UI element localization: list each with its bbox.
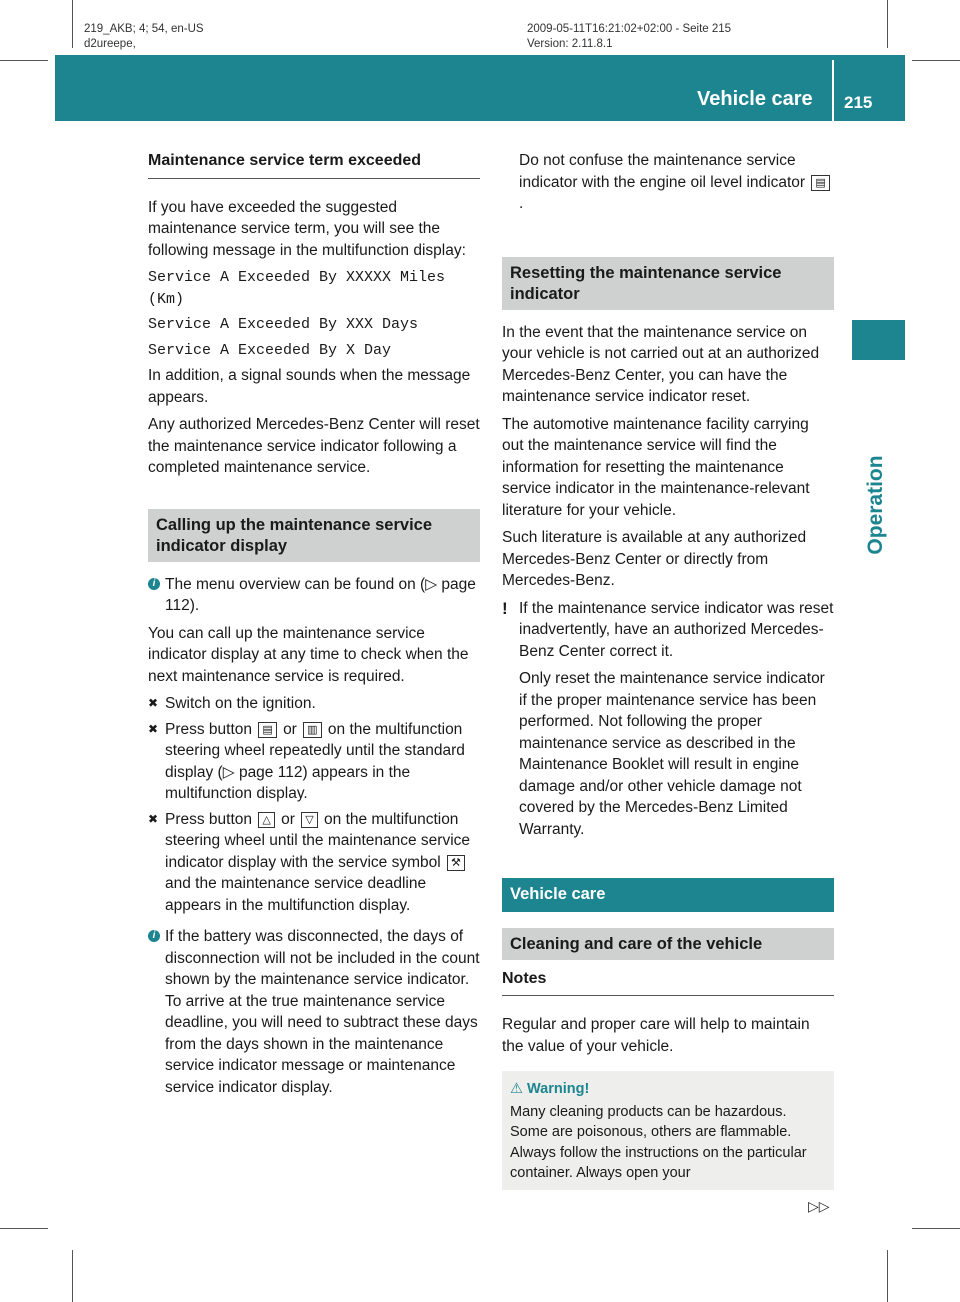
crop-mark bbox=[0, 60, 48, 61]
up-button-icon: △ bbox=[258, 812, 274, 828]
exclamation-icon: ! bbox=[502, 598, 508, 618]
crop-mark bbox=[887, 1250, 888, 1302]
side-tab-block bbox=[852, 320, 905, 360]
continue-arrow-icon: ▷▷ bbox=[808, 1198, 830, 1214]
crop-mark bbox=[887, 0, 888, 48]
side-tab bbox=[856, 365, 896, 645]
step-arrow-icon: ✖ bbox=[148, 811, 159, 826]
section-title-cleaning-care: Cleaning and care of the vehicle bbox=[502, 928, 834, 960]
oil-level-icon: ▤ bbox=[811, 175, 829, 191]
side-tab-label: Operation bbox=[864, 455, 887, 555]
left-column bbox=[148, 150, 480, 1104]
crop-mark bbox=[0, 1228, 48, 1229]
info-icon: i bbox=[148, 930, 160, 942]
step-text: Press button bbox=[165, 810, 253, 828]
caution-note bbox=[502, 598, 834, 841]
crop-mark bbox=[72, 0, 73, 48]
section-title-calling-up-indicator: Calling up the maintenance service indicator display bbox=[148, 509, 480, 562]
warning-title-text: Warning! bbox=[527, 1081, 590, 1097]
doc-meta-left bbox=[84, 22, 204, 52]
crop-mark bbox=[912, 1228, 960, 1229]
section-title-notes: Notes bbox=[502, 968, 834, 997]
paragraph: Such literature is available at any authorized Mercedes-Benz Center or directly from Mercedes-Benz. bbox=[502, 529, 807, 589]
display-message: Service A Exceeded By X Day bbox=[148, 341, 392, 359]
paragraph: Any authorized Mercedes-Benz Center will reset the maintenance service indicator following a completed maintenance service. bbox=[148, 416, 480, 476]
info-note bbox=[148, 926, 480, 1098]
crop-mark bbox=[912, 60, 960, 61]
menu-button-icon: ▤ bbox=[258, 722, 276, 738]
info-note-text: The menu overview can be found on (▷ page 112). bbox=[165, 575, 476, 614]
meta-right-line2: Version: 2.11.8.1 bbox=[527, 38, 613, 50]
header-divider bbox=[832, 60, 834, 121]
warning-text: Many cleaning products can be hazardous. Some are poisonous, others are flammable. Always follow the instructions on the particular container. Always open your bbox=[510, 1103, 807, 1181]
step-arrow-icon: ✖ bbox=[148, 696, 159, 710]
service-wrench-icon: ⚒ bbox=[447, 855, 465, 871]
step-text: on the multifunction steering wheel repeatedly until the standard display (▷ page 112) appears in the multifunction display. bbox=[165, 720, 465, 802]
section-title-service-term-exceeded: Maintenance service term exceeded bbox=[148, 150, 480, 179]
menu-back-button-icon: ▥ bbox=[303, 722, 321, 738]
paragraph: You can call up the maintenance service indicator display at any time to check when the next maintenance service is required. bbox=[148, 624, 469, 685]
paragraph: Regular and proper care will help to maintain the value of your vehicle. bbox=[502, 1016, 810, 1055]
paragraph: Do not confuse the maintenance service indicator with the engine oil level indicator ▤. bbox=[502, 150, 834, 215]
step-text: Press button bbox=[165, 720, 253, 738]
info-note bbox=[148, 574, 480, 617]
info-note-text: If the battery was disconnected, the days of disconnection will not be included in the count shown by the maintenance service indicator. To arrive at the true maintenance service deadline, you will need to subtract these days from the days shown in the maintenance service indicator message or maintenance service indicator display. bbox=[165, 928, 480, 1096]
section-title-vehicle-care: Vehicle care bbox=[502, 878, 834, 912]
step-text: or bbox=[281, 810, 295, 828]
down-button-icon: ▽ bbox=[301, 812, 317, 828]
warning-box bbox=[502, 1071, 834, 1190]
section-title-resetting-indicator: Resetting the maintenance service indicator bbox=[502, 257, 834, 310]
meta-right-line1: 2009-05-11T16:21:02+02:00 - Seite 215 bbox=[527, 23, 732, 35]
paragraph: In the event that the maintenance service on your vehicle is not carried out at an authorized Mercedes-Benz Center, you can have the maintenance service indicator reset. bbox=[502, 323, 820, 405]
instruction-step bbox=[148, 693, 480, 715]
step-text: and the maintenance service deadline appears in the multifunction display. bbox=[165, 875, 427, 914]
warning-triangle-icon: ⚠ bbox=[510, 1081, 523, 1097]
instruction-step bbox=[148, 719, 480, 805]
paragraph: If you have exceeded the suggested maintenance service term, you will see the following message in the multifunction display: bbox=[148, 198, 466, 259]
step-text: Switch on the ignition. bbox=[165, 695, 316, 712]
step-text: or bbox=[283, 720, 297, 738]
page-number: 215 bbox=[844, 93, 873, 112]
display-message: Service A Exceeded By XXX Days bbox=[148, 316, 419, 333]
paragraph: In addition, a signal sounds when the message appears. bbox=[148, 367, 471, 406]
crop-mark bbox=[72, 1250, 73, 1302]
paragraph: The automotive maintenance facility carrying out the maintenance service will find the information for resetting the maintenance service indicator in the maintenance-relevant literature for your vehicle. bbox=[502, 415, 810, 519]
instruction-step bbox=[148, 809, 480, 917]
header-title: Vehicle care bbox=[697, 88, 813, 110]
warning-title bbox=[510, 1079, 826, 1100]
meta-left-line2: d2ureepe, bbox=[84, 38, 136, 50]
right-column bbox=[502, 150, 834, 1190]
paragraph-text: Do not confuse the maintenance service indicator with the engine oil level indicator bbox=[519, 152, 806, 191]
step-text: on the multifunction steering wheel until the maintenance service indicator display with the service symbol bbox=[165, 810, 471, 871]
step-arrow-icon: ✖ bbox=[148, 721, 159, 736]
caution-text: Only reset the maintenance service indicator if the proper maintenance service has been performed. Not following the proper maintenance service as described in the Maintenance Booklet will result in engine damage and/or other vehicle damage not covered by the Mercedes-Benz Limited Warranty. bbox=[519, 670, 825, 838]
meta-left-line1: 219_AKB; 4; 54, en-US bbox=[84, 23, 204, 35]
display-message: Service A Exceeded By XXXXX Miles (Km) bbox=[148, 269, 446, 308]
doc-meta-right bbox=[527, 22, 731, 52]
info-icon: i bbox=[148, 578, 160, 590]
caution-text: If the maintenance service indicator was reset inadvertently, have an authorized Mercedes-Benz Center correct it. bbox=[519, 599, 834, 660]
